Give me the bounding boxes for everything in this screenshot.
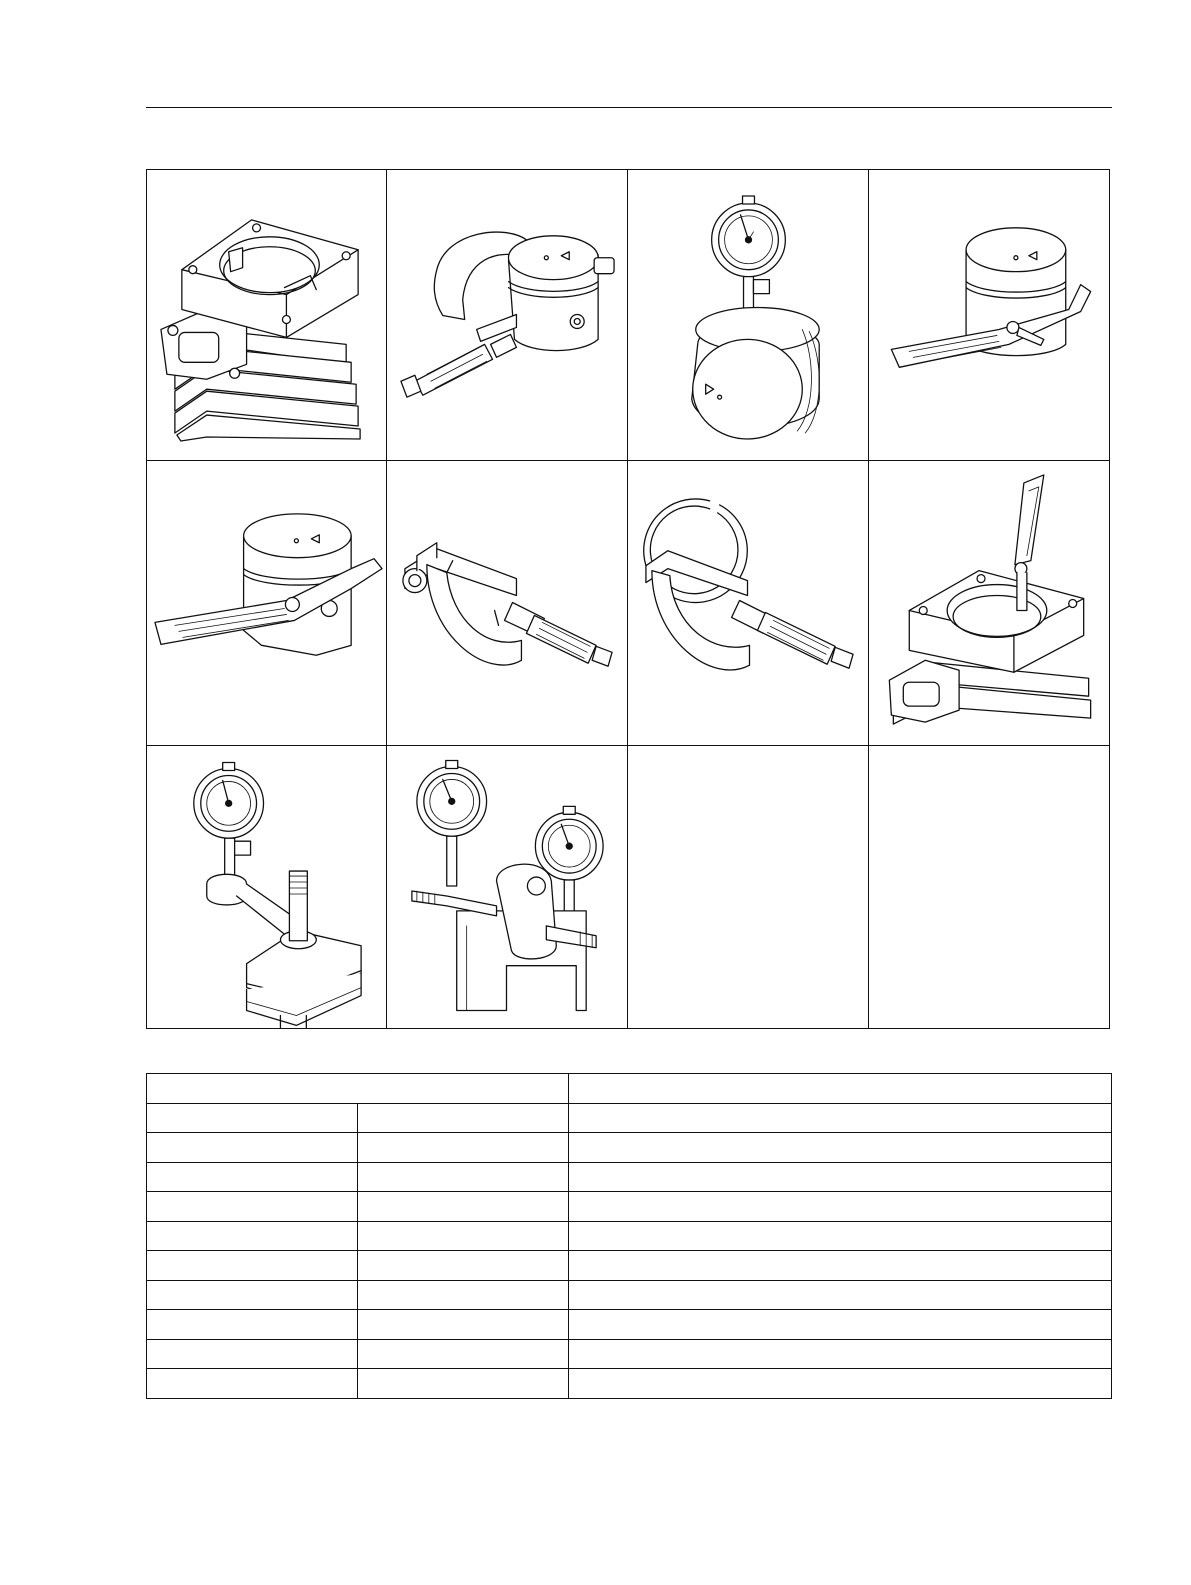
- row-number: [147, 1103, 358, 1133]
- table-row: [147, 1280, 1112, 1310]
- table-row: [147, 1192, 1112, 1222]
- row-value: [569, 1162, 1112, 1192]
- piston-pin-micrometer-icon: [387, 461, 628, 746]
- row-number: [147, 1221, 358, 1251]
- table-row: [147, 1133, 1112, 1163]
- table-row: [147, 1310, 1112, 1340]
- piston-micrometer-icon: [387, 170, 628, 461]
- row-value: [569, 1221, 1112, 1251]
- table-header-cell: [147, 1074, 569, 1104]
- row-item: [358, 1133, 569, 1163]
- row-number: [147, 1339, 358, 1369]
- row-item: [358, 1339, 569, 1369]
- empty-cell: [628, 746, 869, 1028]
- header-rule: [146, 107, 1112, 108]
- specification-table: [146, 1073, 1112, 1399]
- piston-ring-micrometer-icon: [628, 461, 869, 746]
- illustration-grid: [146, 169, 1110, 1029]
- row-item: [358, 1103, 569, 1133]
- row-number: [147, 1133, 358, 1163]
- row-number: [147, 1162, 358, 1192]
- table-row: [147, 1103, 1112, 1133]
- row-item: [358, 1310, 569, 1340]
- empty-cell: [869, 746, 1109, 1028]
- row-item: [358, 1280, 569, 1310]
- row-value: [569, 1339, 1112, 1369]
- row-value: [569, 1251, 1112, 1281]
- row-value: [569, 1103, 1112, 1133]
- row-value: [569, 1280, 1112, 1310]
- row-value: [569, 1369, 1112, 1399]
- cylinder-top-icon: [147, 170, 387, 461]
- table-row: [147, 1162, 1112, 1192]
- row-item: [358, 1221, 569, 1251]
- table-row: [147, 1221, 1112, 1251]
- table-row: [147, 1339, 1112, 1369]
- row-item: [358, 1162, 569, 1192]
- row-number: [147, 1310, 358, 1340]
- row-number: [147, 1280, 358, 1310]
- cylinder-bore-feeler-gauge-icon: [869, 461, 1109, 746]
- table-header-row: [147, 1074, 1112, 1104]
- piston-ring-feeler-gauge-icon: [147, 461, 387, 746]
- row-number: [147, 1369, 358, 1399]
- row-number: [147, 1192, 358, 1222]
- row-item: [358, 1251, 569, 1281]
- row-item: [358, 1369, 569, 1399]
- table-row: [147, 1251, 1112, 1281]
- piston-dial-gauge-icon: [628, 170, 869, 461]
- row-number: [147, 1251, 358, 1281]
- table-row: [147, 1369, 1112, 1399]
- crankshaft-runout-dial-gauge-icon: [387, 746, 628, 1028]
- row-value: [569, 1310, 1112, 1340]
- table-header-cell: [569, 1074, 1112, 1104]
- row-value: [569, 1133, 1112, 1163]
- connecting-rod-dial-gauge-icon: [147, 746, 387, 1028]
- row-value: [569, 1192, 1112, 1222]
- piston-feeler-gauge-icon: [869, 170, 1109, 461]
- row-item: [358, 1192, 569, 1222]
